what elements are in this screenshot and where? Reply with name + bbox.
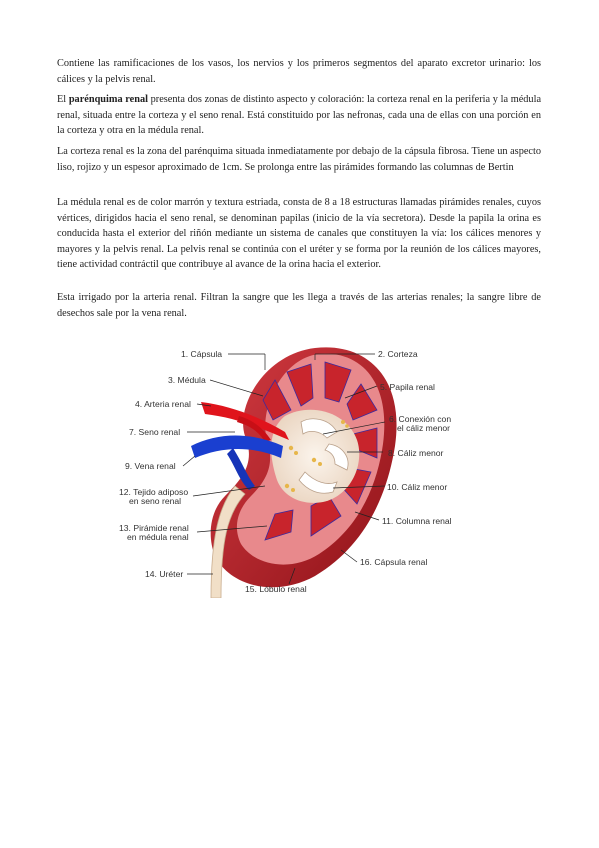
term-parenquima-renal: parénquima renal [68,94,148,105]
kidney-diagram [115,336,490,598]
label-columna-renal: 11. Columna renal [382,516,452,526]
label-seno-renal: 7. Seno renal [129,427,181,437]
paragraph-corteza: La corteza renal es la zona del parénquima situada inmediatamente por debajo de la cápsula fibrosa. Tiene un aspecto liso, rojizo y un espesor aproximado de 1cm. Se prolonga entre las pirámides formando las columnas de Bertin [57,146,541,173]
paragraph-parenquima-prefix: El [57,94,69,105]
label-caliz-menor-8: 8. Cáliz menor [388,448,444,458]
label-lobulo-renal: 15. Lóbulo renal [245,584,307,594]
kidney-anatomy-figure [115,336,490,598]
paragraph-parenquima-body: presenta dos zonas de distinto aspecto y coloración: la corteza renal en la periferia y la médula renal, situada entre la corteza y el seno renal. Está constituido por las nefronas, cada una de ellas con una porción en la corteza y otra en la médula renal. [57,94,542,136]
label-tejido-adiposo-1: 12. Tejido adiposo [119,487,189,497]
label-tejido-adiposo-2: en seno renal [129,496,182,506]
label-piramide-renal-1: 13. Pirámide renal [119,523,189,533]
label-medula: 3. Médula [168,375,206,385]
paragraph-irrigacion: Esta irrigado por la arteria renal. Filtran la sangre que les llega a través de las arterias renales; la sangre libre de desechos sale por la vena renal. [57,292,541,319]
label-arteria-renal: 4. Arteria renal [135,399,191,409]
label-caliz-menor-10: 10. Cáliz menor [387,482,448,492]
label-conexion-caliz-1: 6. Conexión con [389,414,452,424]
label-capsula-renal: 16. Cápsula renal [360,557,428,567]
label-capsula: 1. Cápsula [181,349,223,359]
label-corteza: 2. Corteza [378,349,418,359]
label-papila-renal: 5. Papila renal [380,382,435,392]
paragraph-intro: Contiene las ramificaciones de los vasos, los nervios y los primeros segmentos del aparato excretor urinario: los cálices y la pelvis renal. [57,58,541,85]
paragraph-parenquima [57,92,541,139]
label-vena-renal: 9. Vena renal [125,461,176,471]
label-piramide-renal-2: en médula renal [127,532,189,542]
paragraph-medula: La médula renal es de color marrón y textura estriada, consta de 8 a 18 estructuras llamadas pirámides renales, cuyos vértices, dirigidos hacia el seno renal, se denominan papilas (inicio de la vía secretora). Desde la papila la orina es conducida hasta el exterior del riñón mediante un sistema de canales que constituyen la vía: los cálices menores y mayores y la pelvis renal. La pelvis renal se continúa con el uréter y se forma por la reunión de los cálices mayores, tiene actividad contráctil que contribuye al avance de la orina hacia el exterior. [57,197,541,270]
label-ureter: 14. Uréter [145,569,184,579]
label-conexion-caliz-2: el cáliz menor [397,423,451,433]
